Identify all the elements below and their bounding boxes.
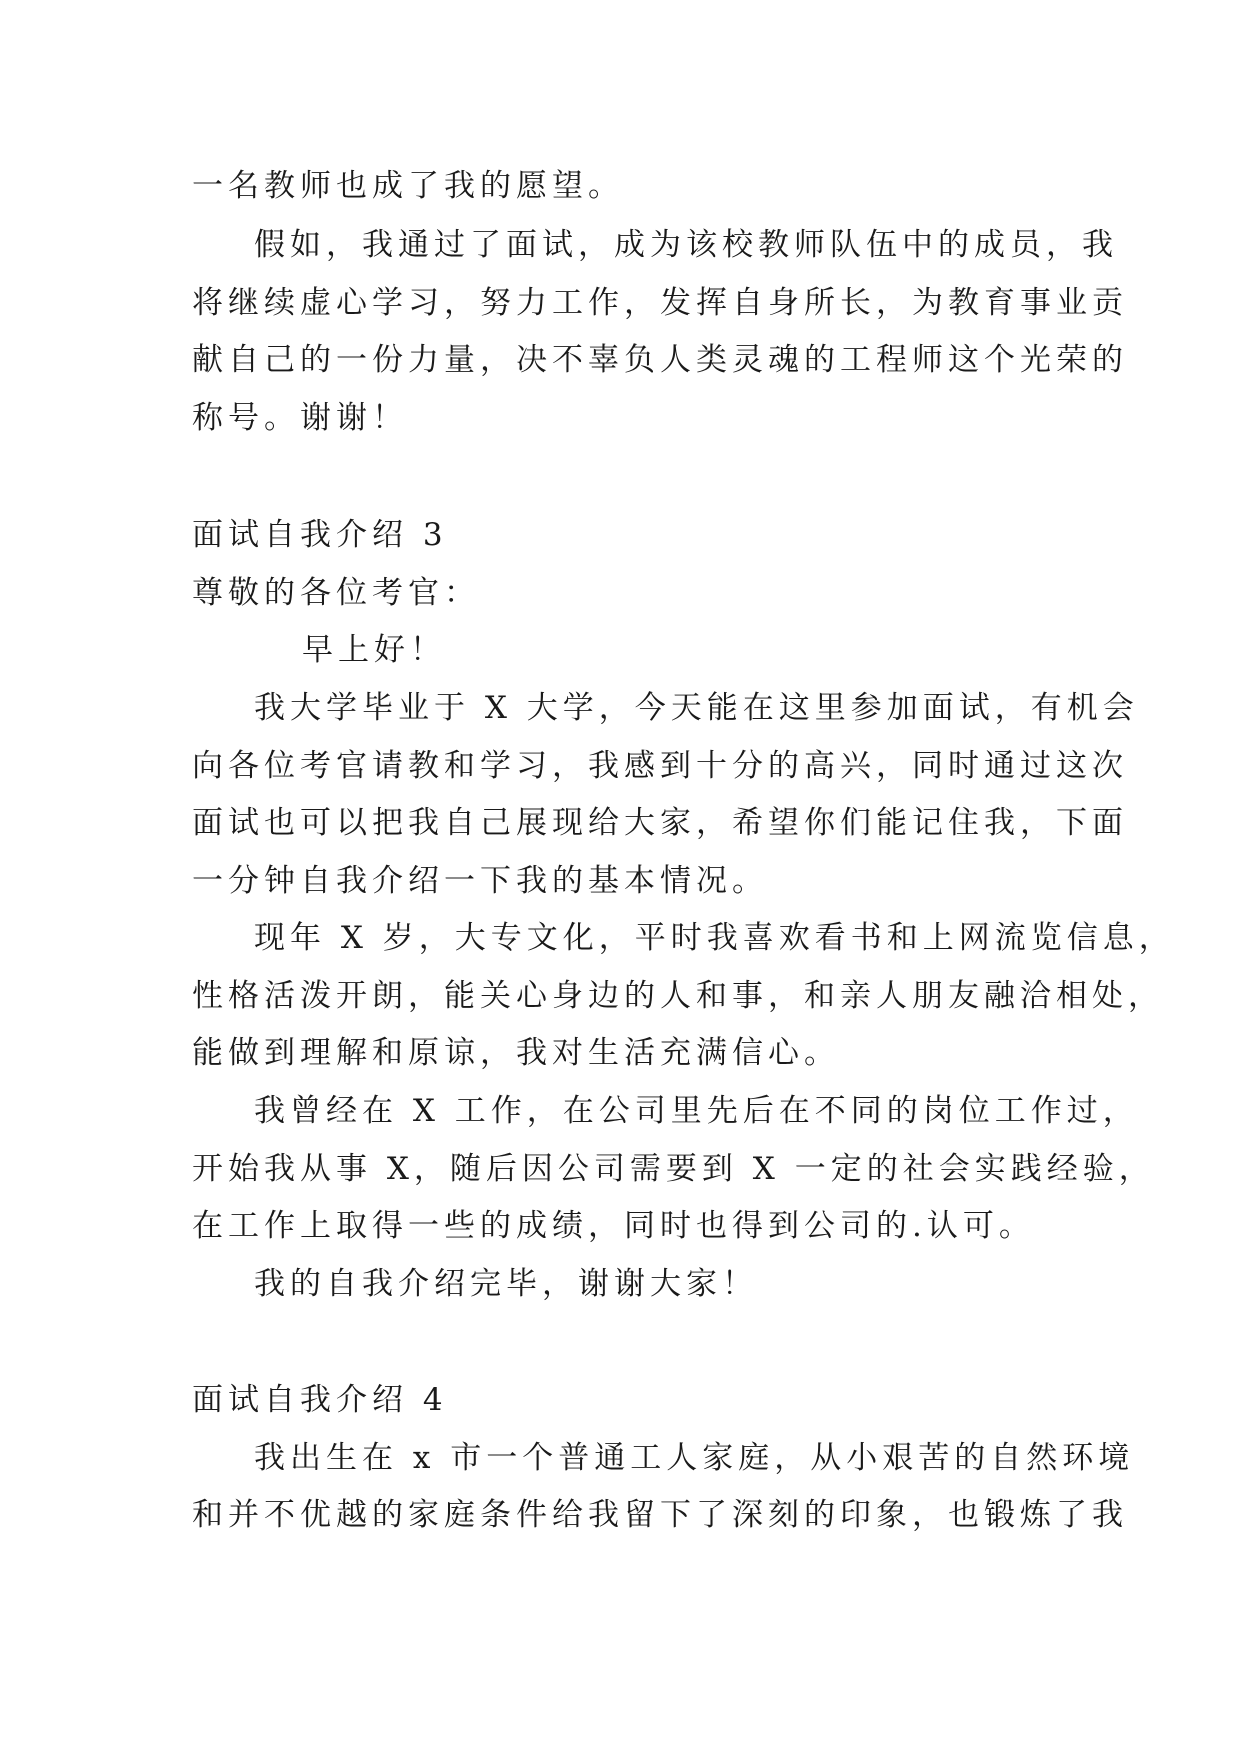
paragraph-line: 我出生在 x 市一个普通工人家庭，从小艰苦的自然环境 bbox=[254, 1440, 1135, 1476]
paragraph-line: 我大学毕业于 X 大学，今天能在这里参加面试，有机会 bbox=[254, 690, 1139, 726]
paragraph-line: 一名教师也成了我的愿望。 bbox=[192, 168, 624, 204]
paragraph-line: 性格活泼开朗，能关心身边的人和事，和亲人朋友融洽相处， bbox=[192, 978, 1164, 1014]
paragraph-line: 献自己的一份力量，决不辜负人类灵魂的工程师这个光荣的 bbox=[192, 342, 1128, 378]
paragraph-line: 现年 X 岁，大专文化，平时我喜欢看书和上网流览信息， bbox=[254, 920, 1175, 956]
paragraph-line: 开始我从事 X，随后因公司需要到 X 一定的社会实践经验， bbox=[192, 1151, 1155, 1187]
section-heading: 面试自我介绍 3 bbox=[192, 517, 448, 553]
paragraph-line: 和并不优越的家庭条件给我留下了深刻的印象，也锻炼了我 bbox=[192, 1497, 1128, 1533]
greeting: 早上好！ bbox=[302, 632, 446, 668]
paragraph-line: 称号。谢谢！ bbox=[192, 400, 408, 436]
section-heading: 面试自我介绍 4 bbox=[192, 1382, 448, 1418]
salutation: 尊敬的各位考官： bbox=[192, 575, 480, 611]
paragraph-line: 一分钟自我介绍一下我的基本情况。 bbox=[192, 863, 768, 899]
paragraph-line: 向各位考官请教和学习，我感到十分的高兴，同时通过这次 bbox=[192, 748, 1128, 784]
paragraph-line: 面试也可以把我自己展现给大家，希望你们能记住我，下面 bbox=[192, 805, 1128, 841]
paragraph-line: 我的自我介绍完毕，谢谢大家！ bbox=[254, 1266, 758, 1302]
paragraph-line: 将继续虚心学习，努力工作，发挥自身所长，为教育事业贡 bbox=[192, 285, 1128, 321]
paragraph-line: 在工作上取得一些的成绩，同时也得到公司的.认可。 bbox=[192, 1208, 1035, 1244]
paragraph-line: 我曾经在 X 工作，在公司里先后在不同的岗位工作过， bbox=[254, 1093, 1139, 1129]
paragraph-line: 能做到理解和原谅，我对生活充满信心。 bbox=[192, 1035, 840, 1071]
paragraph-line: 假如，我通过了面试，成为该校教师队伍中的成员，我 bbox=[254, 227, 1118, 263]
